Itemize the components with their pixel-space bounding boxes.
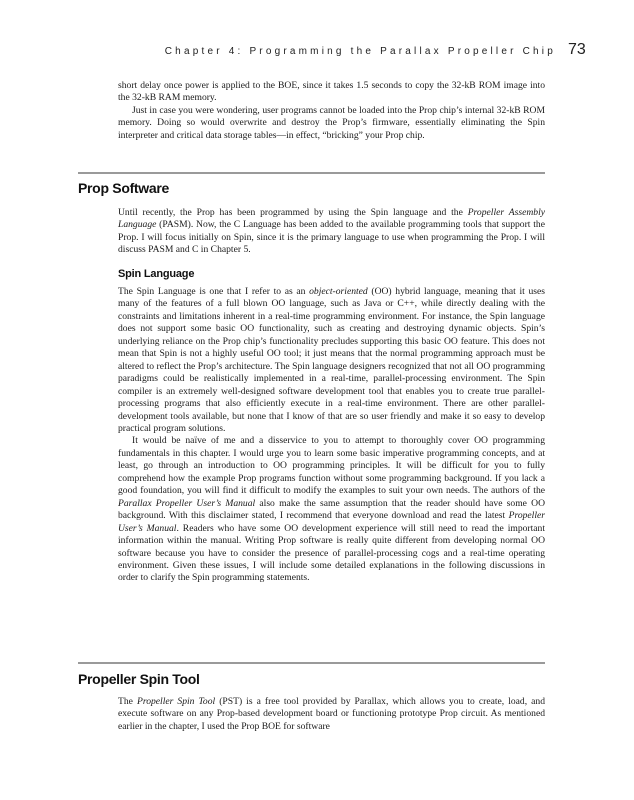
manual-title-2: Propeller User’s Manual bbox=[118, 510, 545, 534]
running-title: Chapter 4: Programming the Parallax Propeller Chip bbox=[164, 46, 556, 57]
intro-paragraph-2: Just in case you were wondering, user programs cannot be loaded into the Prop chip’s internal 32-kB ROM memory. Doing so would overwrite and destroy the Prop’s firmware, essentially eliminating the Spin interpreter and critical data storage tables—in effect, “bricking” your Prop chip. bbox=[118, 104, 545, 141]
spin-language-paragraph-1: The Spin Language is one that I refer to as an object-oriented (OO) hybrid language, meaning that it uses many of the features of a full blown OO language, such as Java or C++, while directly dealing with the constraints and limitations inherent in a real-time programming environment. For instance, the Spin language does not support some basic OO functionality, such as creating and destroying dynamic objects. Spin’s underlying reliance on the Prop chip’s functionality precludes supporting this basic OO feature. This does not mean that Spin is not a highly useful OO tool; it just means that the normal programming approach must be altered to reflect the Prop’s architecture. The Spin language designers recognized that not all OO programming paradigms could be realistically implemented in a real-time, parallel-processing environment. The Spin compiler is an extremely well-designed software development tool that enables you to create true parallel-processing programs that also efficiently execute in a real-time environment. There are other parallel-development tools available, but none that I know of that are so user friendly and make it so easy to develop practical program solutions. bbox=[118, 286, 545, 434]
section-divider bbox=[78, 662, 545, 664]
page-number: 73 bbox=[568, 41, 586, 58]
prop-software-heading: Prop Software bbox=[78, 180, 170, 196]
pst-paragraph: The Propeller Spin Tool (PST) is a free tool provided by Parallax, which allows you to create, load, and execute software on any Prop-based development board or functioning prototype Prop circuit. As mentioned earlier in the chapter, I used the Prop BOE for software bbox=[118, 696, 545, 732]
section-divider bbox=[78, 172, 545, 174]
spin-language-heading: Spin Language bbox=[118, 268, 195, 280]
manual-title-1: Parallax Propeller User’s Manual bbox=[118, 497, 256, 509]
propeller-spin-tool-section bbox=[118, 696, 545, 733]
propeller-spin-tool-heading: Propeller Spin Tool bbox=[78, 671, 200, 687]
pasm-term: Propeller Assembly Language bbox=[118, 207, 545, 231]
pst-term: Propeller Spin Tool bbox=[136, 696, 216, 707]
intro-section bbox=[118, 80, 545, 142]
spin-language-section bbox=[118, 286, 545, 585]
oo-term: object-oriented bbox=[309, 286, 368, 297]
spin-language-paragraph-2: It would be naïve of me and a disservice to you to attempt to thoroughly cover OO programming fundamentals in this chapter. I would urge you to learn some basic imperative programming concepts, and at least, go through an introduction to OO programming principles. It will be difficult for you to fully comprehend how the example Prop programs function without some programming background. If you lack a good foundation, you will find it difficult to modify the examples to suit your own needs. The authors of the Parallax Propeller User’s Manual also make the same assumption that the reader should have some OO background. With this disclaimer stated, I recommend that everyone download and read the latest Propeller User’s Manual. Readers who have some OO development experience will still need to read the important information within the manual. Writing Prop software is really quite different from developing normal OO software because you have to consider the presence of parallel-processing cogs and a real-time operating environment. Given these issues, I will include some detailed explanations in the following discussions in order to clarify the Spin programming statements. bbox=[118, 435, 545, 584]
page-header bbox=[0, 40, 634, 60]
prop-software-section bbox=[118, 207, 545, 257]
prop-software-paragraph: Until recently, the Prop has been programmed by using the Spin language and the Propeller Assembly Language (PASM). Now, the C Language has been added to the available programming tools that support the Prop. I will focus initially on Spin, since it is the primary language to use when programming the Prop. I will discuss PASM and C in Chapter 5. bbox=[118, 207, 545, 256]
intro-paragraph-1: short delay once power is applied to the BOE, since it takes 1.5 seconds to copy the 32-kB ROM image into the 32-kB RAM memory. bbox=[118, 80, 545, 104]
